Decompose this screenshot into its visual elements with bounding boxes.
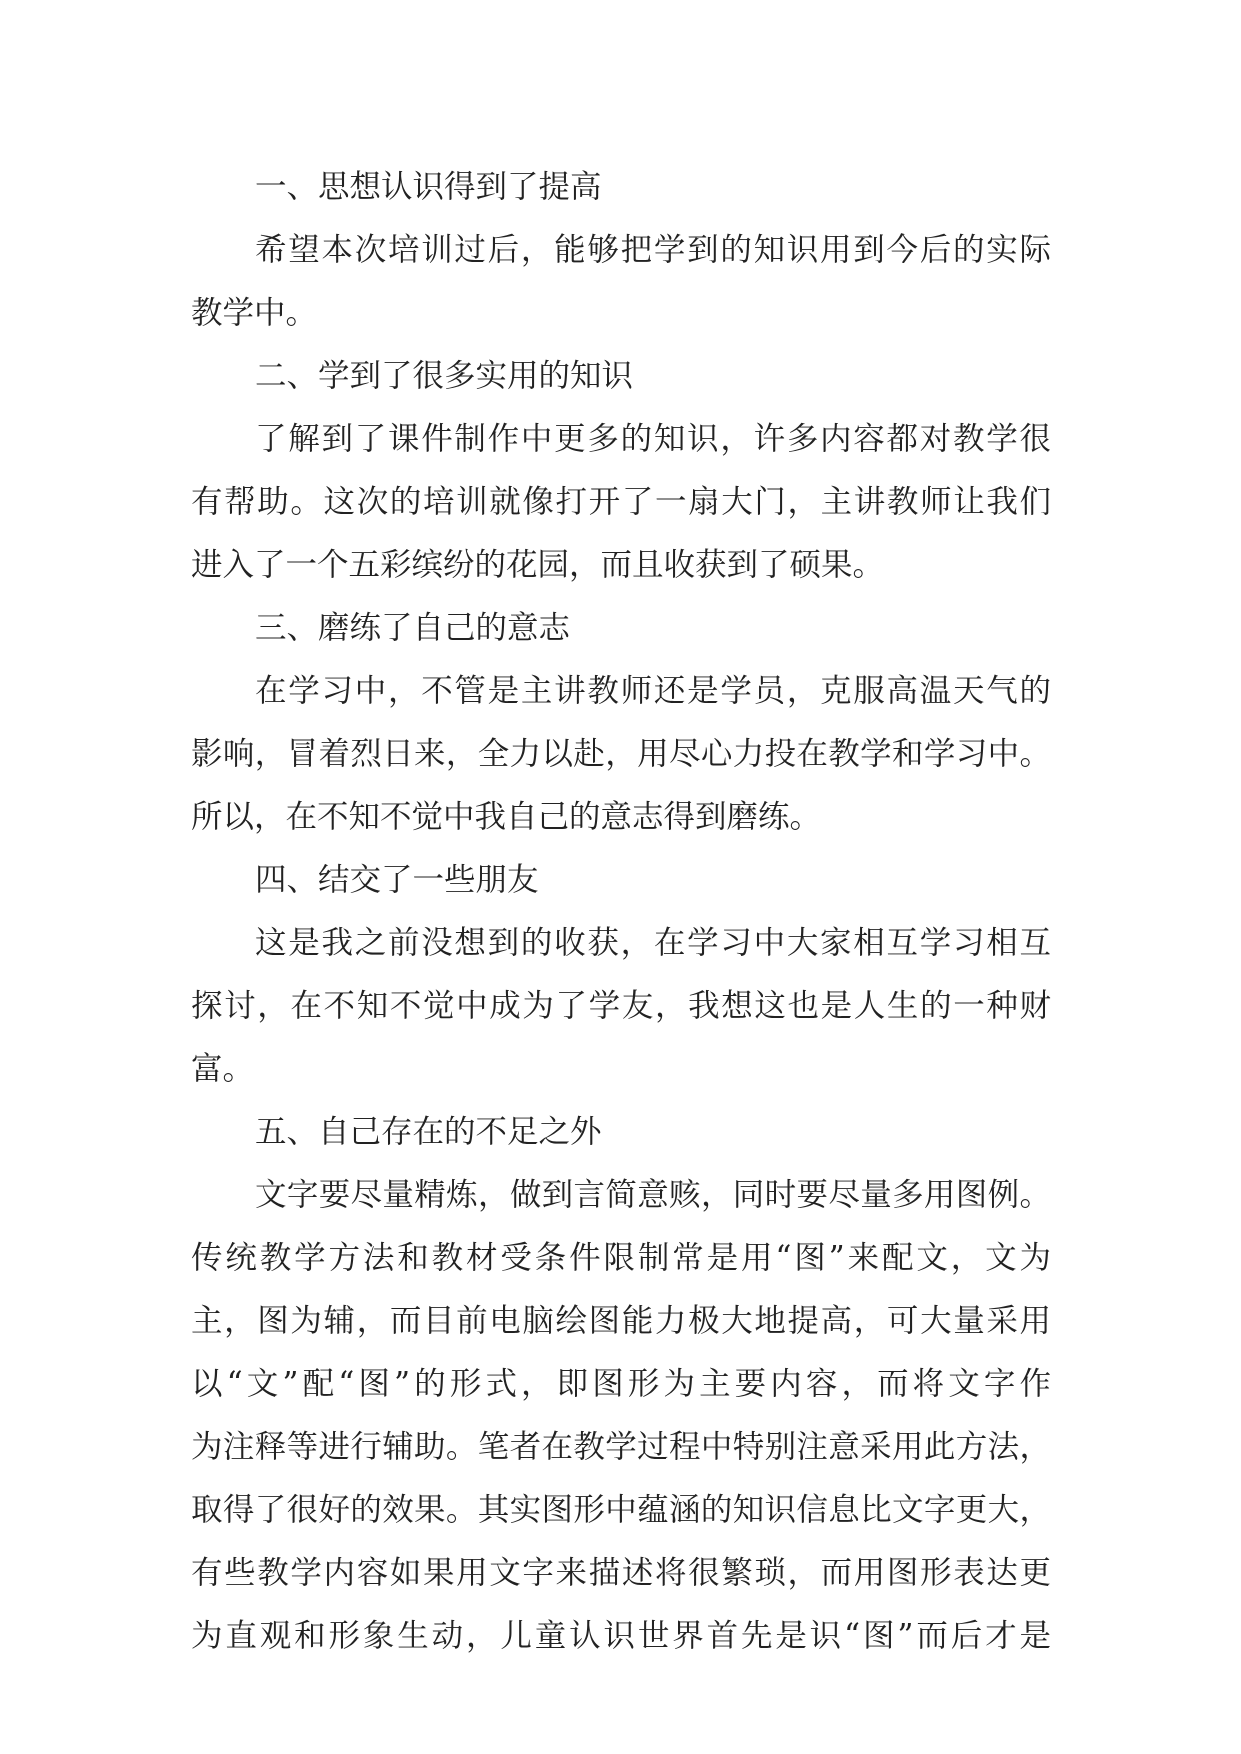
paragraph-line: 取得了很好的效果。其实图形中蕴涵的知识信息比文字更大， bbox=[191, 1492, 1051, 1528]
paragraph-line: 为直观和形象生动，儿童认识世界首先是识“图”而后才是 bbox=[191, 1618, 1051, 1654]
document-body bbox=[191, 156, 1051, 1668]
paragraph-line: 教学中。 bbox=[191, 295, 318, 331]
section-heading-4: 四、结交了一些朋友 bbox=[255, 862, 539, 898]
paragraph-line: 以“文”配“图”的形式，即图形为主要内容，而将文字作 bbox=[191, 1366, 1051, 1402]
paragraph-line: 有些教学内容如果用文字来描述将很繁琐，而用图形表达更 bbox=[191, 1555, 1051, 1591]
section-heading-3: 三、磨练了自己的意志 bbox=[255, 610, 571, 646]
paragraph-line: 探讨，在不知不觉中成为了学友，我想这也是人生的一种财 bbox=[191, 988, 1051, 1024]
paragraph-line: 影响，冒着烈日来，全力以赴，用尽心力投在教学和学习中。 bbox=[191, 736, 1051, 772]
paragraph-line: 为注释等进行辅助。笔者在教学过程中特别注意采用此方法， bbox=[191, 1429, 1051, 1465]
section-heading-1: 一、思想认识得到了提高 bbox=[255, 169, 602, 205]
paragraph-line: 传统教学方法和教材受条件限制常是用“图”来配文，文为 bbox=[191, 1240, 1051, 1276]
section-heading-5: 五、自己存在的不足之外 bbox=[255, 1114, 602, 1150]
paragraph-line: 希望本次培训过后，能够把学到的知识用到今后的实际 bbox=[255, 232, 1051, 268]
paragraph-line: 所以，在不知不觉中我自己的意志得到磨练。 bbox=[191, 799, 822, 835]
paragraph-line: 进入了一个五彩缤纷的花园，而且收获到了硕果。 bbox=[191, 547, 885, 583]
paragraph-line: 有帮助。这次的培训就像打开了一扇大门，主讲教师让我们 bbox=[191, 484, 1051, 520]
paragraph-line: 文字要尽量精炼，做到言简意赅，同时要尽量多用图例。 bbox=[255, 1177, 1051, 1213]
paragraph-line: 主，图为辅，而目前电脑绘图能力极大地提高，可大量采用 bbox=[191, 1303, 1051, 1339]
paragraph-line: 富。 bbox=[191, 1051, 255, 1087]
paragraph-line: 了解到了课件制作中更多的知识，许多内容都对教学很 bbox=[255, 421, 1051, 457]
paragraph-line: 这是我之前没想到的收获，在学习中大家相互学习相互 bbox=[255, 925, 1051, 961]
section-heading-2: 二、学到了很多实用的知识 bbox=[255, 358, 634, 394]
paragraph-line: 在学习中，不管是主讲教师还是学员，克服高温天气的 bbox=[255, 673, 1051, 709]
